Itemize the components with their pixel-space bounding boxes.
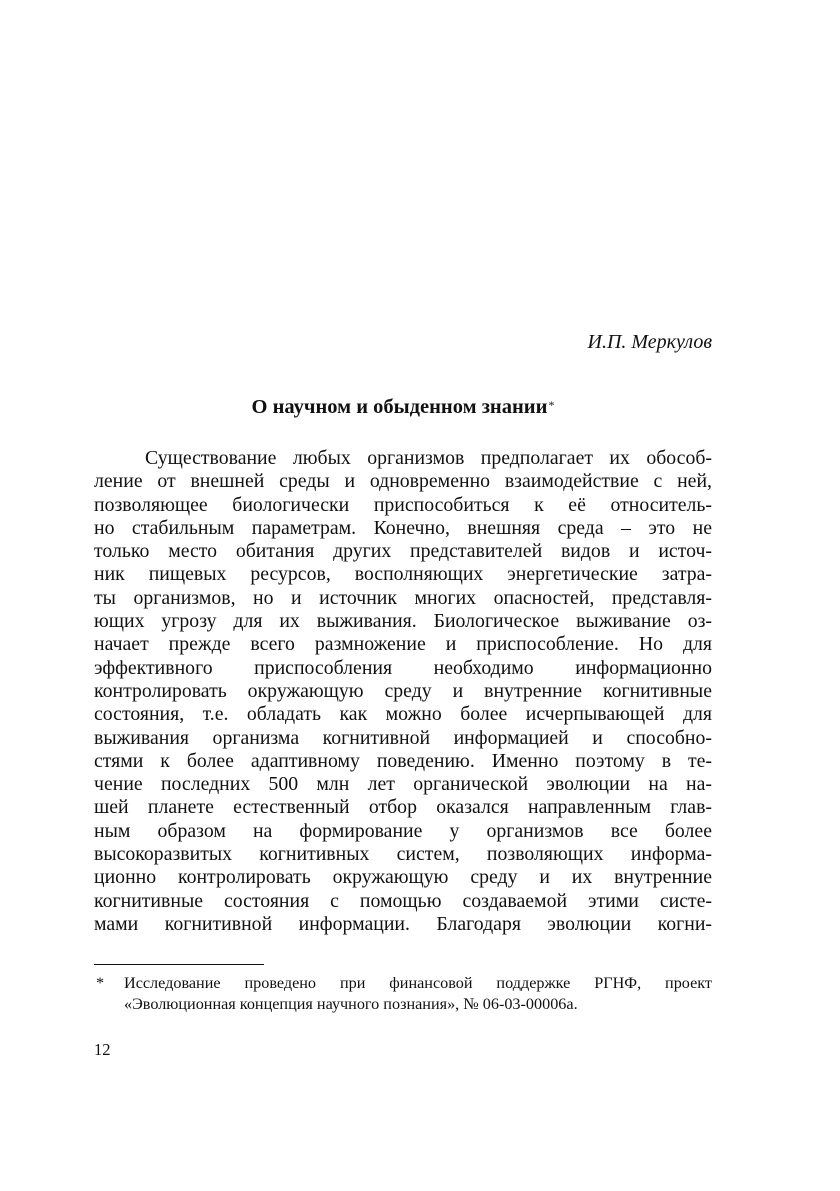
text-line: высокоразвитых когнитивных систем, позволяющих информа- [94, 843, 712, 866]
text-line: мами когнитивной информации. Благодаря эволюции когни- [94, 912, 712, 935]
footnote [94, 973, 712, 1015]
text-line: только место обитания других представителей видов и источ- [94, 540, 712, 563]
title-footnote-mark: * [548, 398, 555, 412]
text-line: ционно контролировать окружающую среду и их внутренние [94, 866, 712, 889]
footnote-mark: * [96, 974, 105, 992]
footnote-divider [94, 964, 264, 965]
text-line: контролировать окружающую среду и внутренние когнитивные [94, 679, 712, 702]
text-line: когнитивные состояния с помощью создаваемой этими систе- [94, 889, 712, 912]
text-line: ник пищевых ресурсов, восполняющих энергетические затра- [94, 563, 712, 586]
text-line: но стабильным параметрам. Конечно, внешняя среда – это не [94, 516, 712, 539]
title-text: О научном и обыденном знании [251, 396, 548, 418]
text-line: выживания организма когнитивной информацией и способно- [94, 726, 712, 749]
text-line: Существование любых организмов предполагает их обособ- [145, 447, 712, 469]
text-line: позволяющее биологически приспособиться к её относитель- [94, 493, 712, 516]
main-text [94, 447, 712, 936]
text-line: шей планете естественный отбор оказался направленным глав- [94, 796, 712, 819]
author-name: И.П. Меркулов [587, 331, 712, 353]
text-line: ющих угрозу для их выживания. Биологическое выживание оз- [94, 610, 712, 633]
article-title [94, 396, 712, 419]
text-line: начает прежде всего размножение и приспособление. Но для [94, 633, 712, 656]
page-number: 12 [94, 1040, 111, 1059]
text-line: чение последних 500 млн лет органической эволюции на на- [94, 773, 712, 796]
footnote-line: Исследование проведено при финансовой поддержке РГНФ, проект [124, 974, 712, 992]
text-line: ление от внешней среды и одновременно взаимодействие с ней, [94, 470, 712, 493]
footnote-line: «Эволюционная концепция научного познания», № 06-03-00006а. [124, 995, 578, 1013]
text-line: эффективного приспособления необходимо информационно [94, 656, 712, 679]
text-line: ты организмов, но и источник многих опасностей, представля- [94, 586, 712, 609]
text-line: состояния, т.е. обладать как можно более исчерпывающей для [94, 703, 712, 726]
text-line: стями к более адаптивному поведению. Именно поэтому в те- [94, 749, 712, 772]
text-line: ным образом на формирование у организмов все более [94, 819, 712, 842]
